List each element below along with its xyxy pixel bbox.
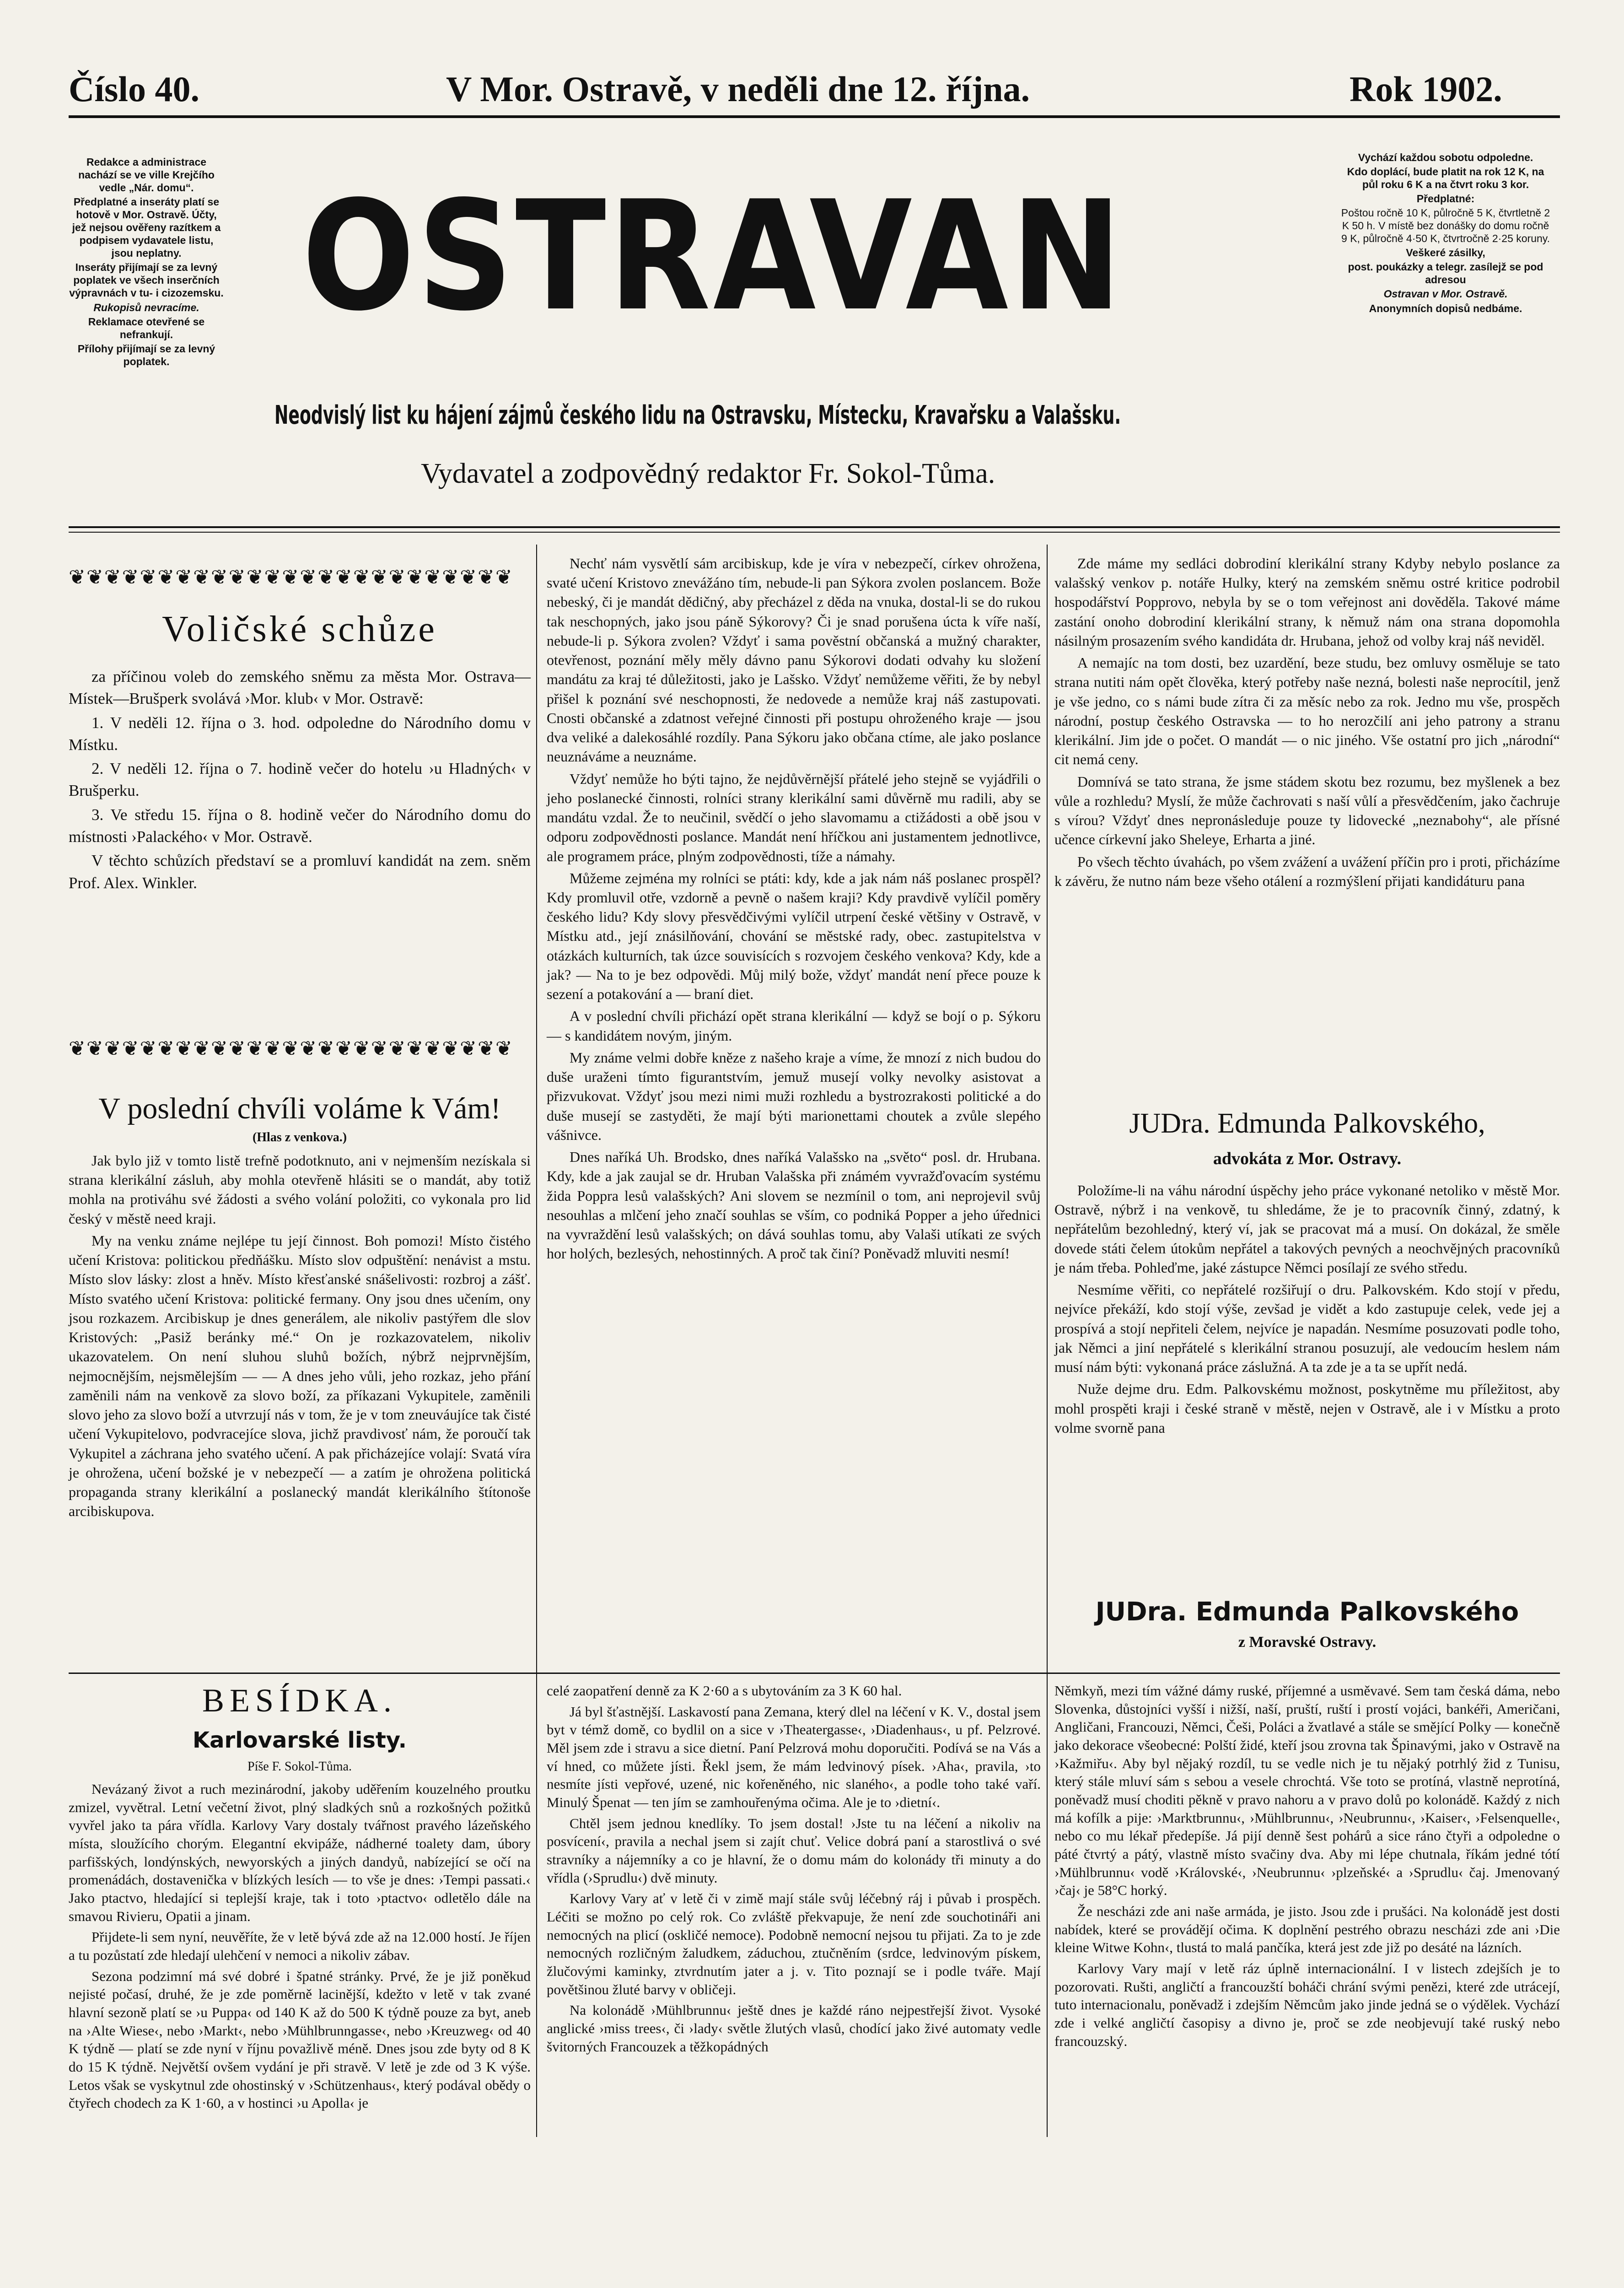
candidate-name-2: JUDra. Edmunda Palkovského (1095, 1597, 1519, 1627)
right-paragraph-1: Zde máme my sedláci dobrodiní klerikální strany Kdyby nebylo poslance za valašský venkov p. notáře Hulky, který na zemském sněmu ostré kritice podrobil hospodářství Popprovo, nebyla by se o tom veřejnost ani dověděla. Takové máme zastání onoho dobrodiní klerikální strany, k němuž nám ona strana dopomohla násilným prosazením svého kandidáta dr. Hrubana, jehož od volby kraj náš neviděl. (1054, 555, 1560, 649)
middle-paragraph-5: My známe velmi dobře kněze z našeho kraje a víme, že mnozí z nich budou do duše uraženi tímto figurantstvím, jemuž musejí volky nevolky asistovat a přizvukovat. Vždyť jsou mezi nimi muži rozhledu a bystrozrakosti politické a do duše musejí se zastyděti, že mají býti marionettami choutek a zvůle slepého vášnivce. (547, 1049, 1041, 1143)
left-info-ads: Inseráty přijímají se za levný poplatek ve všech inserčních výpravnách v tu- i cizozemsku. (69, 261, 224, 299)
candidate-from: z Moravské Ostravy. (1238, 1634, 1377, 1651)
left-info-supplements: Přílohy přijímají se za levný poplatek. (77, 342, 215, 367)
besidka-section: BESÍDKA. (202, 1682, 397, 1719)
meeting-item-2: 2. V neděli 12. října o 7. hodině večer do hotelu ›u Hladných‹ v Brušperku. (69, 760, 531, 800)
masthead-publisher: Vydavatel a zodpovědný redaktor Fr. Sokol-Tůma. (421, 458, 995, 489)
middle-paragraph-3: Můžeme zejména my rolníci se ptáti: kdy, kde a jak nám náš poslanec prospěl? Kdy promluvil otře, vzdorně a pevně o našem kraji? Kdy pravdivě vylíčil poměry českého lidu? Kdy slovy přesvědčivými vylíčil utrpení české většiny v Ostravě, v Místku atd., její znásilňování, chování se městské rady, obec. zastupitelstva v otázkách kulturních, tak úzce souvisících s rozvojem českého venkova? Kdy, kde a jak? — Na to je bez odpovědi. Můj milý bože, vždyť mandát není přece pouze k sezení a potakování a — braní diet. (547, 869, 1041, 1003)
right-paragraph-4: Po všech těchto úvahách, po všem zvážení a uvážení příčin pro i proti, přicházíme k závěru, že nutno nám beze všeho otálení a rozmýšlení přijati kandidáturu pana (1054, 853, 1560, 889)
right-info-postage: post. poukázky a telegr. zasílejž se pod adresou (1348, 261, 1543, 286)
besidka-rule (69, 1673, 1560, 1674)
middle-paragraph-4: A v poslední chvíli přichází opět strana klerikální — když se bojí o p. Sýkoru — s kandidátem novým, jiným. (547, 1008, 1041, 1044)
besidka-body (69, 1780, 531, 2115)
left-info-manuscripts: Rukopisů nevracíme. (93, 301, 199, 313)
right-info-anonymous: Anonymních dopisů nedbáme. (1369, 302, 1522, 314)
middle-paragraph-1: Nechť nám vysvětlí sám arcibiskup, kde je víra v nebezpečí, církev ohrožena, svaté učení Kristovo znevážáno tím, nebude-li pan Sýkora zvolen poslancem. Bože nebeský, či je mandát dědičný, aby přecházel z děda na vnuka, dostal-li se do rukou tak neschopných, jako jsou páně Sýkorovy? Či je snad porušena úcta k víře naší, nebude-li p. Sýkora zvolen? Vždyť i sama pověstní občanská a mužný charakter, otevřenost, poznání měly měly dávno panu Sýkorovi dodati odvahy ku složení mandátu za kraj té důležitosti, jako je Lašsko. Vždyť nemůžeme věřiti, že by nebyl přišel k poznání své neschopnosti, že nedovede a nemůže kraj náš zastupovati. Cnosti občanské a zdatnost veřejné činnosti při postupu ohroženého kraje — jsou dva veliké a dalekosáhlé rozdíly. Pana Sýkoru jako občana ctíme, ale jako poslance neuznáváme a neuznáme. (547, 555, 1041, 765)
candidate-paragraph-2: Nesmíme věřiti, co nepřátelé rozšiřují o dru. Palkovském. Kdo stojí v předu, nejvíce překáží, kdo stojí výše, zevšad je vidět a kdo zastupuje celek, vede jej a prospívá a stojí nepřiteli čelem, nejvíce je napadán. Nesmíme posuzovati podle toho, jak Němci a jiní nepřátelé s klerikální stranou posuzují, ale vedoucím heslem nám musí nám býti: vykonaná práce záslužná. A ta zde je a ta se upřít nedá. (1054, 1281, 1560, 1376)
right-info-schedule: Vychází každou sobotu odpoledne. (1358, 151, 1533, 163)
masthead-rule-bottom (69, 532, 1560, 533)
right-paragraph-2: A nemajíc na tom dosti, bez uzardění, beze studu, bez omluvy osměluje se tato strana nutiti nám opět člověka, který potřeby naše nezná, bolesti naše neprocítil, jenž je vše jedno, co s námi bude zítra či za měsíc nebo za rok. Jedno mu vše, prospěch národní, postup českého Ostravska — to ho nerozčilí ani jeho patrony a stranu klerikální. Jim jde o počet. O mandát — o nic jiného. Vše ostatní pro jich „národní“ cit nemá ceny. (1054, 654, 1560, 768)
besidka-right-1: Němkyň, mezi tím vážné dámy ruské, příjemné a usměvavé. Sem tam česká dáma, nebo Slovenka, důstojníci vyšší i nižší, naší, pruští, ruští i prostí vojáci, bankéři, Američani, Angličani, Francouzi, Němci, Češi, Poláci a žvatlavé a stále se smějící Polky — konečně jako dekorace všeobecné: Polští židé, kteří jsou zrovna tak Špinavými, jako v Ostravě na ›Kažmiřu‹. Aby byl nějaký rozdíl, tu se vedle nich je tu nějaký potrhlý žid z Tunisu, který stále mluví sám s sebou a vesele chrochtá. Vše toto se protíná, vlastně neprotíná, poněvadž musí choditi pěkně v pravo nahoru a v pravo dolů po kolonádě. Každý z nich má kofílk a pije: ›Marktbrunnu‹, ›Mühlbrunnu‹, ›Neubrunnu‹, ›Kaiser‹, ›Felsenquelle‹, nebo co mu lékař předepíše. Já pijí denně šest pohárů a sice ráno čtyři a odpoledne o páté čtvrtý a pátý, vlastně místo svačiny dva. Aby mi lépe chutnala, říkám jedné tótí ›Mühlbrunnu‹ vodě ›Královské‹, ›Neubrunnu‹ ›plzeňské‹ a ›Sprudlu‹ čaj. Jmenovaný ›čaj‹ je 58°C horký. (1054, 1683, 1560, 1899)
right-info-postage-head: Veškeré zásilky, (1406, 247, 1485, 259)
besidka-paragraph-1: Nevázaný život a ruch mezinárodní, jakoby uděřením kouzelného proutku zmizel, vyvětral. Letní večetní život, plný sladkých snů a rozkošných požitků vyvřel jako ta pára vřídla. Karlovy Vary dostaly tvářnost pravého lázeňského místa, sloužícího chorým. Elegantní ekvipáže, nádherné toalety dam, úbory parfišských, londýnských, newyorských a jiných dandyů, nabízející se očí na promenádách, dostavenička v blízkých lesích — to vše je dnes: ›Tempi passati.‹ Jako ptactvo, hledající si teplejší kraje, tak i toto ›ptactvo‹ odletělo dále na smavou Rivieru, Opatii a jinam. (69, 1781, 531, 1924)
meeting-closing: V těchto schůzích představí se a promluví kandidát na zem. sněm Prof. Alex. Winkler. (69, 852, 531, 892)
appeal-paragraph-2: My na venku známe nejlépe tu její činnost. Boh pomozi! Místo čistého učení Kristova: politickou předňášku. Místo slov odpuštění: nenávist a mstu. Místo slov lásky: zlost a hněv. Místo křesťanské snášelivosti: rozbroj a zášť. Místo svatého učení Kristova: politické fermany. Ony jsou dnes učením, ony jsou rozkazem. Arcibiskup je dnes generálem, ale nikoliv pastýřem dle slov Kristových: „Pasiž beránky mé.“ On je rozkazovatelem, nikoliv ukazovatelem. On není sluhou sluhů božích, nýbrž nejprvnějším, nejmocnějším, nejsmělejším — — A dnes jeho vůli, jeho rozkaz, jeho přání zaměnili nám na venkově za slovo boží, za příkazani Vykupitele, zaměnili slovo jeho za slovo boží a utvrzují nás v tom, že je v tom zneuváujíce tak čisté učení Vykupitelovo, podvracejíce slova, jichž pravdivosť nám, že poroučí tak Vykupitel a záchrana jeho svatého učení. A pak přicházejíce volají: Svatá víra je ohrožena, učení božské je v nebezpečí — a zatím je ohrožena politická propaganda strany klerikální a poslanecký mandát klerikálního štítonoše arcibiskupova. (69, 1232, 531, 1520)
issue-number: Číslo 40. (69, 69, 200, 109)
besidka-middle-3: Chtěl jsem jednou knedlíky. To jsem dostal! ›Jste tu na léčení a nikoliv na posvícení‹, pravila a nechal jsem si zajít chuť. Velice dobrá paní a starostlivá o své stravníky a nájemníky a co je hlavní, že o domu mám do kolonády tři minuty a do vřídla (›Sprudlu‹) dvě minuty. (547, 1815, 1041, 1886)
left-info-complaints: Reklamace otevřené se nefrankují. (88, 315, 205, 340)
besidka-right (1054, 1682, 1560, 2053)
candidate-body (1054, 1181, 1560, 1440)
column-right (1054, 554, 1560, 893)
meeting-item-1: 1. V neděli 12. října o 3. hod. odpoledne do Národního domu v Místku. (69, 713, 531, 754)
ornament-bottom: ❦❦❦❦❦❦❦❦❦❦❦❦❦❦❦❦❦❦❦❦❦❦❦❦❦ (69, 1039, 513, 1059)
candidate-role: advokáta z Mor. Ostravy. (1213, 1149, 1402, 1168)
candidate-paragraph-3: Nuže dejme dru. Edm. Palkovskému možnost, poskytněme mu příležitost, aby mohl prospěti kraji i české straně v městě, nejen v Ostravě, ale i v Místku a proto volme svorně pana (1054, 1381, 1560, 1436)
appeal-byline: (Hlas z venkova.) (252, 1130, 347, 1144)
middle-paragraph-6: Dnes naříká Uh. Brodsko, dnes naříká Valašsko na „světo“ posl. dr. Hrubana. Kdy, kde a jak zaujal se dr. Hruban Valašska při známém vyvražďovacím systému žida Poppra lesů valašských? Ani slovem se nezmínil o tom, ani neprojevil svůj nesouhlas a mlčení jeho značí souhlas se vším, co podniká Popper a jeho úřednici na vyvraždění lesů valašských; on dává souhlas tomu, aby Valaši utíkati ze svých hor holých, bezlesých, nehostinných. A proč tak činí? Poněvadž mluviti nesmí! (547, 1149, 1041, 1262)
ornament-top: ❦❦❦❦❦❦❦❦❦❦❦❦❦❦❦❦❦❦❦❦❦❦❦❦❦ (69, 567, 513, 588)
left-info-editorial: Redakce a administrace nachází se ve ville Krejčího vedle „Nár. domu“. (78, 156, 215, 194)
besidka-middle-2: Já byl šťastnější. Laskavostí pana Zemana, který dlel na léčení v K. V., dostal jsem byt v témž domě, co bydlil on a sice v ›Theatergasse‹, ›Diadenhaus‹, u pf. Pelzrové. Měl jsem zde i stravu a sice dietní. Paní Pelzrová mohu doporučiti. Podívá se na Vás a ví hned, co můžete jísti. Řekl jsem, že mám ledvinový písek. ›Aha‹, pravila, ›to nesmíte jísti vepřové, uzené, nic kořeněného, nic slaného‹, a podle toho také vaří. Minulý Špenat — ten jím se zamhouřenýma očima. Ale je to ›dietní‹. (547, 1703, 1041, 1811)
header-rule (69, 115, 1560, 118)
right-info-subscription: Poštou ročně 10 K, půlročně 5 K, čtvrtletně 2 K 50 h. V místě bez donášky do domu ročně 9 K, půlročně 4·50 K, čtvrtročně 2·25 koruny. (1341, 207, 1550, 245)
besidka-right-2: Že nescházi zde ani naše armáda, je jisto. Jsou zde i prušáci. Na kolonádě jest dosti nabídek, které se provádějí očima. K doplnění pestrého obrazu nescházi zde ani ›Die kleine Witwe Kohn‹, tlustá to malá pančíka, která jest zde již po desáté na lázních. (1054, 1903, 1560, 1956)
meeting-title: Voličské schůze (162, 609, 437, 649)
column-divider-1 (536, 545, 537, 2137)
masthead-rule-top (69, 526, 1560, 528)
besidka-middle-1: celé zaopatření denně za K 2·60 a s ubytováním za 3 K 60 hal. (547, 1683, 902, 1699)
right-paragraph-3: Domnívá se tato strana, že jsme stádem skotu bez rozumu, bez myšlenek a bez vůle a rozhledu? Myslí, že může čachrovati s naší vůlí a přesvědčením, jako čachruje s vírou? Vždyť dnes nepronásleduje pouze ty lidovecké „neznabohy“, ale přísné učence církevní jako Sheleye, Erharta a jiné. (1054, 773, 1560, 848)
besidka-middle (547, 1682, 1041, 2058)
column-middle (547, 554, 1041, 1266)
meeting-block (69, 666, 531, 896)
masthead-title: OSTRAVAN (302, 168, 1124, 344)
right-info-subscription-head: Předplatné: (1416, 193, 1475, 205)
besidka-paragraph-3: Sezona podzimní má své dobré i špatné stránky. Prvé, že je již poněkud nejisté počasí, druhé, že je zde poměrně lacinější, kdežto v letě v tak zvané hlavní sezoně platí se ›u Puppa‹ od 140 K až do 500 K týdně pouze za byt, aneb na ›Alte Wiese‹, nebo ›Markt‹, nebo ›Mühlbrunngasse‹, nebo ›Kreuzweg‹ od 40 K týdně — platí se zde nyní v říjnu považlivě méně. Dnes jsou zde byty od 8 K do 15 K týdně. Největší ovšem vydání je při stravě. V letě je zde od 3 K výše. Letos však se vyskytnul zde ohostinský v ›Schützenhaus‹, který podával obědy o čtyřech chodech za K 1·60, a v hostinci ›u Apolla‹ je (69, 1968, 531, 2111)
year: Rok 1902. (1350, 69, 1502, 109)
besidka-middle-4: Karlovy Vary ať v letě či v zimě mají stále svůj léčebný ráj i půvab i prospěch. Léčiti se možno po celý rok. Co zvláště překvapuje, že není zde souchotináři ani nemocných na plicí (oskličé nemoce). Podobně nemocní nejsou tu přijati. Za to je zde nemocných rozličným žaludkem, záduchou, ztučněním (srdce, ledvinovým pískem, žlučovými kaminky, ztvrdnutím jater a j. v. Tito poznají se i podle tváře. Mají povětšinou žluté barvy v obličeji. (547, 1890, 1041, 1997)
besidka-paragraph-2: Přijdete-li sem nyní, neuvěříte, že v letě bývá zde až na 12.000 hostí. Je říjen a tu pozůstatí zde hledají ulehčení v nemoci a nikoliv zábav. (69, 1929, 531, 1964)
candidate-name: JUDra. Edmunda Palkovského, (1129, 1108, 1485, 1139)
masthead-subtitle: Neodvislý list ku hájení zájmů českého lidu na Ostravsku, Místecku, Kravařsku a Valašsku. (274, 400, 1121, 430)
meeting-item-3: 3. Ve středu 15. října o 8. hodině večer do Národního domu do místnosti ›Palackého‹ v Mor. Ostravě. (69, 805, 531, 846)
left-info-box (69, 156, 224, 369)
right-info-prepaid: Kdo doplácí, bude platit na rok 12 K, na půl roku 6 K a na čtvrt roku 3 kor. (1347, 166, 1544, 191)
appeal-paragraph-1: Jak bylo již v tomto listě trefně podotknuto, ani v nejmenším nezískala si strana klerikální zásluh, aby mohla otevřeně hlásiti se o mandát, aby totiž mohla na protiváhu své žádosti a svého volání položiti, co vykonala pro lid český v městě need kraji. (69, 1152, 531, 1227)
meeting-intro: za příčinou voleb do zemského sněmu za města Mor. Ostrava—Místek—Brušperk svolává ›Mor. klub‹ v Mor. Ostravě: (69, 668, 531, 708)
besidka-right-3: Karlovy Vary mají v letě ráz úplně internacionální. I v listech zdejších je to pozorovati. Rušti, angličtí a francouzští boháči chrání svými penězi, které zde utrácejí, tuto internacionalu, poněvadž i zdejším Němcům jako jinde jedná se o výdělek. Vychází zde i velké angličtí časopisy a divno je, proč se zde neobjevují také ruský nebo francouzský. (1054, 1960, 1560, 2049)
right-info-box (1340, 151, 1551, 316)
left-info-payment: Předplatné a inseráty platí se hotově v Mor. Ostravě. Účty, jež nejsou ověřeny razítkem a podpisem vydavatele listu, jsou neplatny. (72, 196, 221, 259)
candidate-paragraph-1: Položíme-li na váhu národní úspěchy jeho práce vykonané netoliko v městě Mor. Ostravě, nýbrž i na venkově, tu shledáme, že je to pracovník činný, zdatný, k nepřátelům bezohledný, který ví, jak se pracovat má a musí. On dokázal, že směle dovede státi čelem útokům nepřátel a takových pevných a neochvějných pracovníků je nám třeba. Pohleďme, jaké zástupce Němci posílají ze svého středu. (1054, 1182, 1560, 1276)
besidka-title: Karlovarské listy. (192, 1727, 407, 1753)
right-info-address: Ostravan v Mor. Ostravě. (1383, 288, 1508, 300)
besidka-middle-5: Na kolonádě ›Mühlbrunnu‹ ještě dnes je každé ráno nejpestřejší život. Vysoké anglické ›miss trees‹, či ›lady‹ světle žlutých vlasů, chodící jako živé automaty vedle švitorných Francouzek a těžkopádných (547, 2002, 1041, 2055)
middle-paragraph-2: Vždyť nemůže ho býti tajno, že nejdůvěrnější přátelé jeho stejně se vyjádřili o jeho poslanecké činnosti, rolníci strany klerikální sami důvěrně mu radili, aby se mandátu vzdal. Že to neučinil, svědčí o jeho slavomamu a ctižádosti a obě jsou v odporu zodpovědnosti poslance. Mandát není hříčkou ani justamentem jednotlivce, ale programem práce, plným zodpovědnosti, tíže a námahy. (547, 770, 1041, 864)
appeal-body (69, 1151, 531, 1523)
appeal-title: V poslední chvíli voláme k Vám! (98, 1092, 501, 1125)
besidka-byline: Píše F. Sokol-Tůma. (247, 1759, 352, 1774)
dateline: V Mor. Ostravě, v neděli dne 12. října. (446, 69, 1030, 109)
column-divider-2 (1047, 545, 1048, 2137)
